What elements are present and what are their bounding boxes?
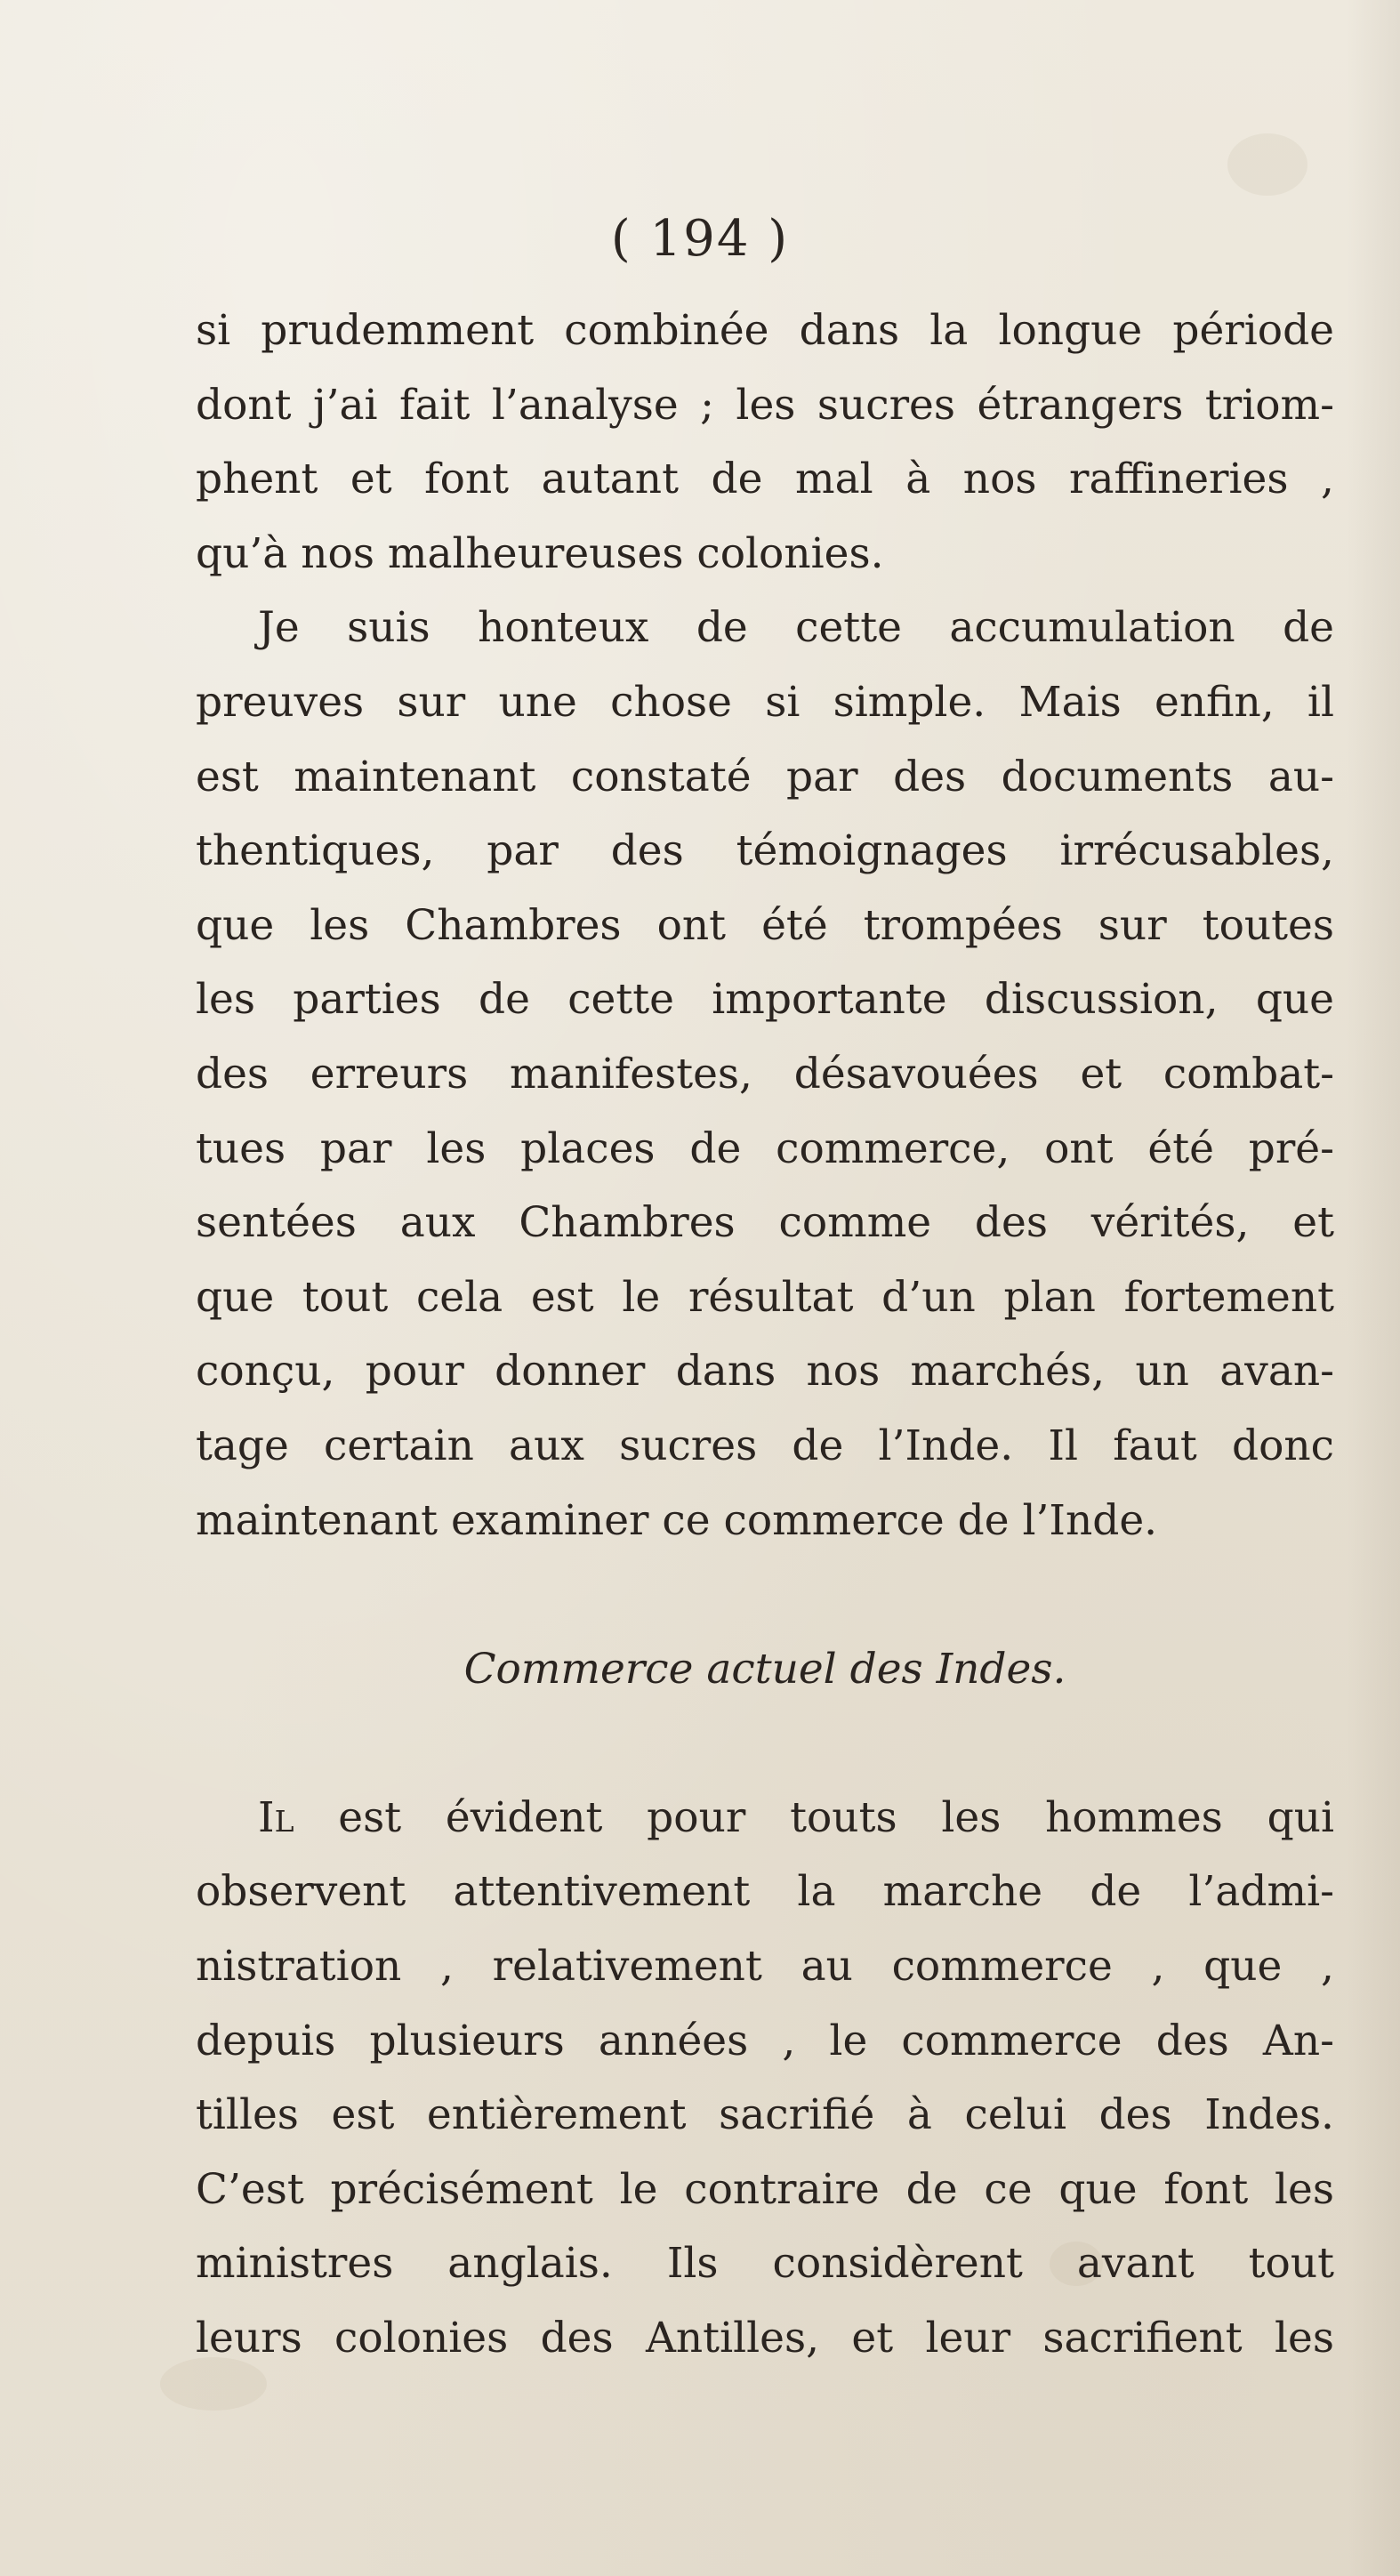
page-body: [196, 294, 1334, 2376]
text-line: [196, 1781, 1334, 1856]
text-line: leurs colonies des Antilles, et leur sacrifient les: [196, 2314, 1334, 2363]
text-line: que tout cela est le résultat d’un plan fortement: [196, 1272, 1334, 1322]
text-line: tage certain aux sucres de l’Inde. Il faut donc: [196, 1421, 1334, 1470]
text-line: conçu, pour donner dans nos marchés, un avan-: [196, 1347, 1334, 1397]
text-line: ministres anglais. Ils considèrent avant tout: [196, 2239, 1334, 2289]
text-line: sentées aux Chambres comme des vérités, et: [196, 1198, 1334, 1248]
page-number: ( 194 ): [610, 210, 790, 268]
page-edge-shadow: [1347, 0, 1400, 2576]
text-line: nistration , relativement au commerce , que ,: [196, 1942, 1334, 1992]
text-line: tilles est entièrement sacrifié à celui des Indes.: [196, 2090, 1334, 2140]
text-line: des erreurs manifestes, désavouées et combat-: [196, 1049, 1334, 1099]
text-line: dont j’ai fait l’analyse ; les sucres étrangers triom-: [196, 380, 1334, 430]
drop-word: Il: [258, 1792, 294, 1842]
text-line: depuis plusieurs années , le commerce des An-: [196, 2016, 1334, 2065]
text-line: tues par les places de commerce, ont été pré-: [196, 1123, 1334, 1173]
paper-stain: [1227, 133, 1307, 196]
text-line: Je suis honteux de cette accumulation de: [258, 603, 1334, 653]
text-line-rest: est évident pour touts les hommes qui: [294, 1792, 1334, 1842]
section-heading: Commerce actuel des Indes.: [463, 1644, 1066, 1694]
text-line: thentiques, par des témoignages irrécusables,: [196, 826, 1334, 876]
text-line: C’est précisément le contraire de ce que font les: [196, 2164, 1334, 2214]
text-line: si prudemment combinée dans la longue période: [196, 306, 1334, 355]
spacer: [196, 1558, 1334, 1632]
text-line: maintenant examiner ce commerce de l’Inde.: [196, 1495, 1158, 1545]
spacer: [196, 1706, 1334, 1781]
text-line: phent et font autant de mal à nos raffineries ,: [196, 455, 1334, 504]
text-line: observent attentivement la marche de l’admi-: [196, 1867, 1334, 1917]
text-line: qu’à nos malheureuses colonies.: [196, 528, 884, 578]
text-line: les parties de cette importante discussion, que: [196, 975, 1334, 1025]
text-line: preuves sur une chose si simple. Mais enfin, il: [196, 677, 1334, 727]
text-line: que les Chambres ont été trompées sur toutes: [196, 900, 1334, 950]
text-line: est maintenant constaté par des documents au-: [196, 752, 1334, 801]
